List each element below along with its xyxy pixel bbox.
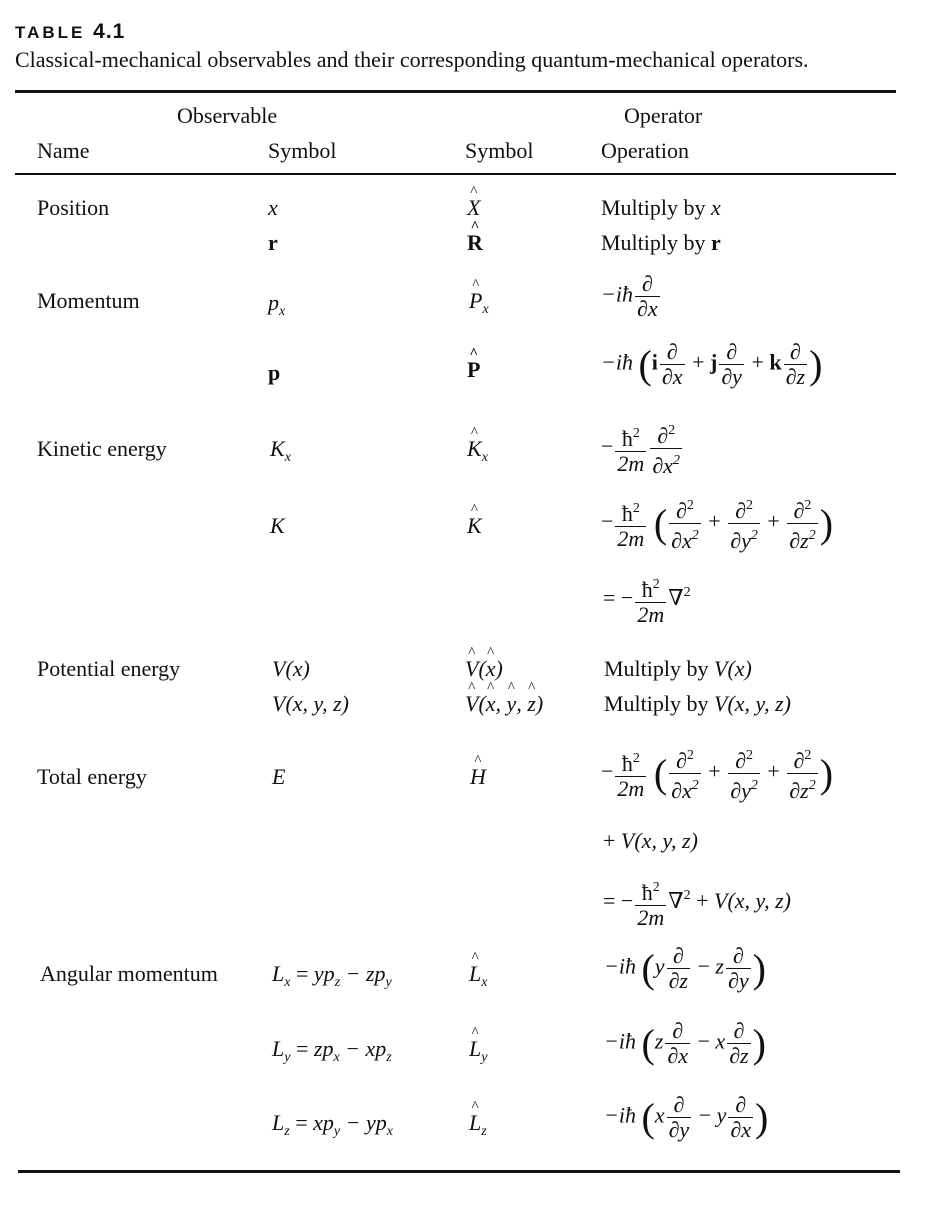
header-operation: Operation	[601, 138, 689, 163]
kinetic-operation-laplacian: = − $\frac{ħ^2}{2m}$ ∇$^2$	[603, 573, 691, 627]
angular-operation-lx: −iħ (y $\frac{\partial}{\partial z}$ − z $\frac{\partial}{\partial y}$ )	[604, 943, 766, 993]
potential-op-vxyz: ^ V(^ x, ^ y, ^ z)	[465, 691, 543, 717]
kinetic-symbol-kx: $K_x$	[270, 436, 291, 465]
table-label-text: TABLE	[15, 23, 86, 42]
kinetic-operation-kx: − $\frac{ħ^2}{2m}$ $\frac{\partial^2}{\partial x^2}$	[601, 419, 684, 478]
momentum-operation-px: −iħ $\frac{\partial}{\partial x}$	[601, 271, 658, 321]
total-operation-laplacian: = − $\frac{ħ^2}{2m}$ ∇$^2$ + V(x, y, z)	[603, 876, 791, 930]
potential-operation-vxyz: Multiply by V(x, y, z)	[604, 691, 791, 716]
potential-symbol-vxyz: V(x, y, z)	[272, 691, 349, 716]
total-operation-potential: + V(x, y, z)	[603, 828, 698, 853]
potential-op-vx: ^ V(^ x)	[465, 656, 503, 682]
total-operation-kinetic: − $\frac{ħ^2}{2m}$ ( $\frac{\partial^2}{\partial x^2}$ + $\frac{\partial^2}{\partial y^2}$ + $\frac{\partial^2}{\partial z^2}$ )	[601, 744, 833, 803]
angular-op-ly: ^ $L_y$	[469, 1036, 487, 1066]
total-op-h: ^ H	[470, 764, 486, 790]
position-op-x: ^ X	[467, 195, 480, 221]
header-observable: Observable	[177, 103, 278, 128]
kinetic-symbol-k: K	[270, 513, 285, 538]
header-operator: Operator	[624, 103, 703, 128]
angular-symbol-ly: $L_y = zp_x - xp_z$	[272, 1036, 392, 1065]
kinetic-operation-k: − $\frac{ħ^2}{2m}$ ( $\frac{\partial^2}{\partial x^2}$ + $\frac{\partial^2}{\partial y^2}$ + $\frac{\partial^2}{\partial z^2}$ )	[601, 494, 833, 553]
position-operation-r: Multiply by r	[601, 230, 721, 255]
row-total-name: Total energy	[37, 764, 147, 789]
top-rule	[15, 90, 896, 93]
header-rule	[15, 173, 896, 175]
row-potential-name: Potential energy	[37, 656, 181, 681]
potential-symbol-vx: V(x)	[272, 656, 310, 681]
kinetic-op-kx: ^ $K_x$	[467, 436, 488, 466]
row-position-name: Position	[37, 195, 110, 220]
angular-symbol-lz: $L_z = xp_y - yp_x$	[272, 1110, 393, 1139]
row-angular-name: Angular momentum	[40, 961, 218, 986]
position-operation-x: Multiply by x	[601, 195, 721, 220]
momentum-op-p: ^ P	[467, 357, 480, 383]
momentum-symbol-px: $p_x$	[268, 290, 286, 319]
momentum-symbol-p: p	[268, 360, 281, 385]
header-symbol: Symbol	[268, 138, 337, 163]
potential-operation-vx: Multiply by V(x)	[604, 656, 752, 681]
row-kinetic-name: Kinetic energy	[37, 436, 167, 461]
momentum-op-px: ^ $P_x$	[469, 288, 489, 318]
position-symbol-x: x	[268, 195, 278, 220]
table-caption: Classical-mechanical observables and their corresponding quantum-mechanical operators.	[15, 47, 809, 72]
kinetic-op-k: ^ K	[467, 513, 482, 539]
angular-operation-lz: −iħ (x $\frac{\partial}{\partial y}$ − y $\frac{\partial}{\partial x}$ )	[604, 1092, 769, 1142]
position-op-r: ^ R	[467, 230, 483, 256]
angular-operation-ly: −iħ (z $\frac{\partial}{\partial x}$ − x $\frac{\partial}{\partial z}$ )	[604, 1018, 766, 1068]
bottom-rule	[18, 1170, 900, 1173]
angular-op-lx: ^ $L_x$	[469, 961, 487, 991]
position-symbol-r: r	[268, 230, 278, 255]
row-momentum-name: Momentum	[37, 288, 140, 313]
angular-op-lz: ^ $L_z$	[469, 1110, 487, 1140]
momentum-operation-p: −iħ (i $\frac{\partial}{\partial x}$ + j $\frac{\partial}{\partial y}$ + k $\frac{\partial}{\partial z}$ )	[601, 339, 823, 389]
table-number: 4.1	[93, 20, 126, 43]
header-name: Name	[37, 138, 90, 163]
header-op-symbol: Symbol	[465, 138, 534, 163]
total-symbol-e: E	[272, 764, 286, 789]
table-label	[15, 20, 125, 44]
angular-symbol-lx: $L_x = yp_z - zp_y$	[272, 961, 392, 990]
